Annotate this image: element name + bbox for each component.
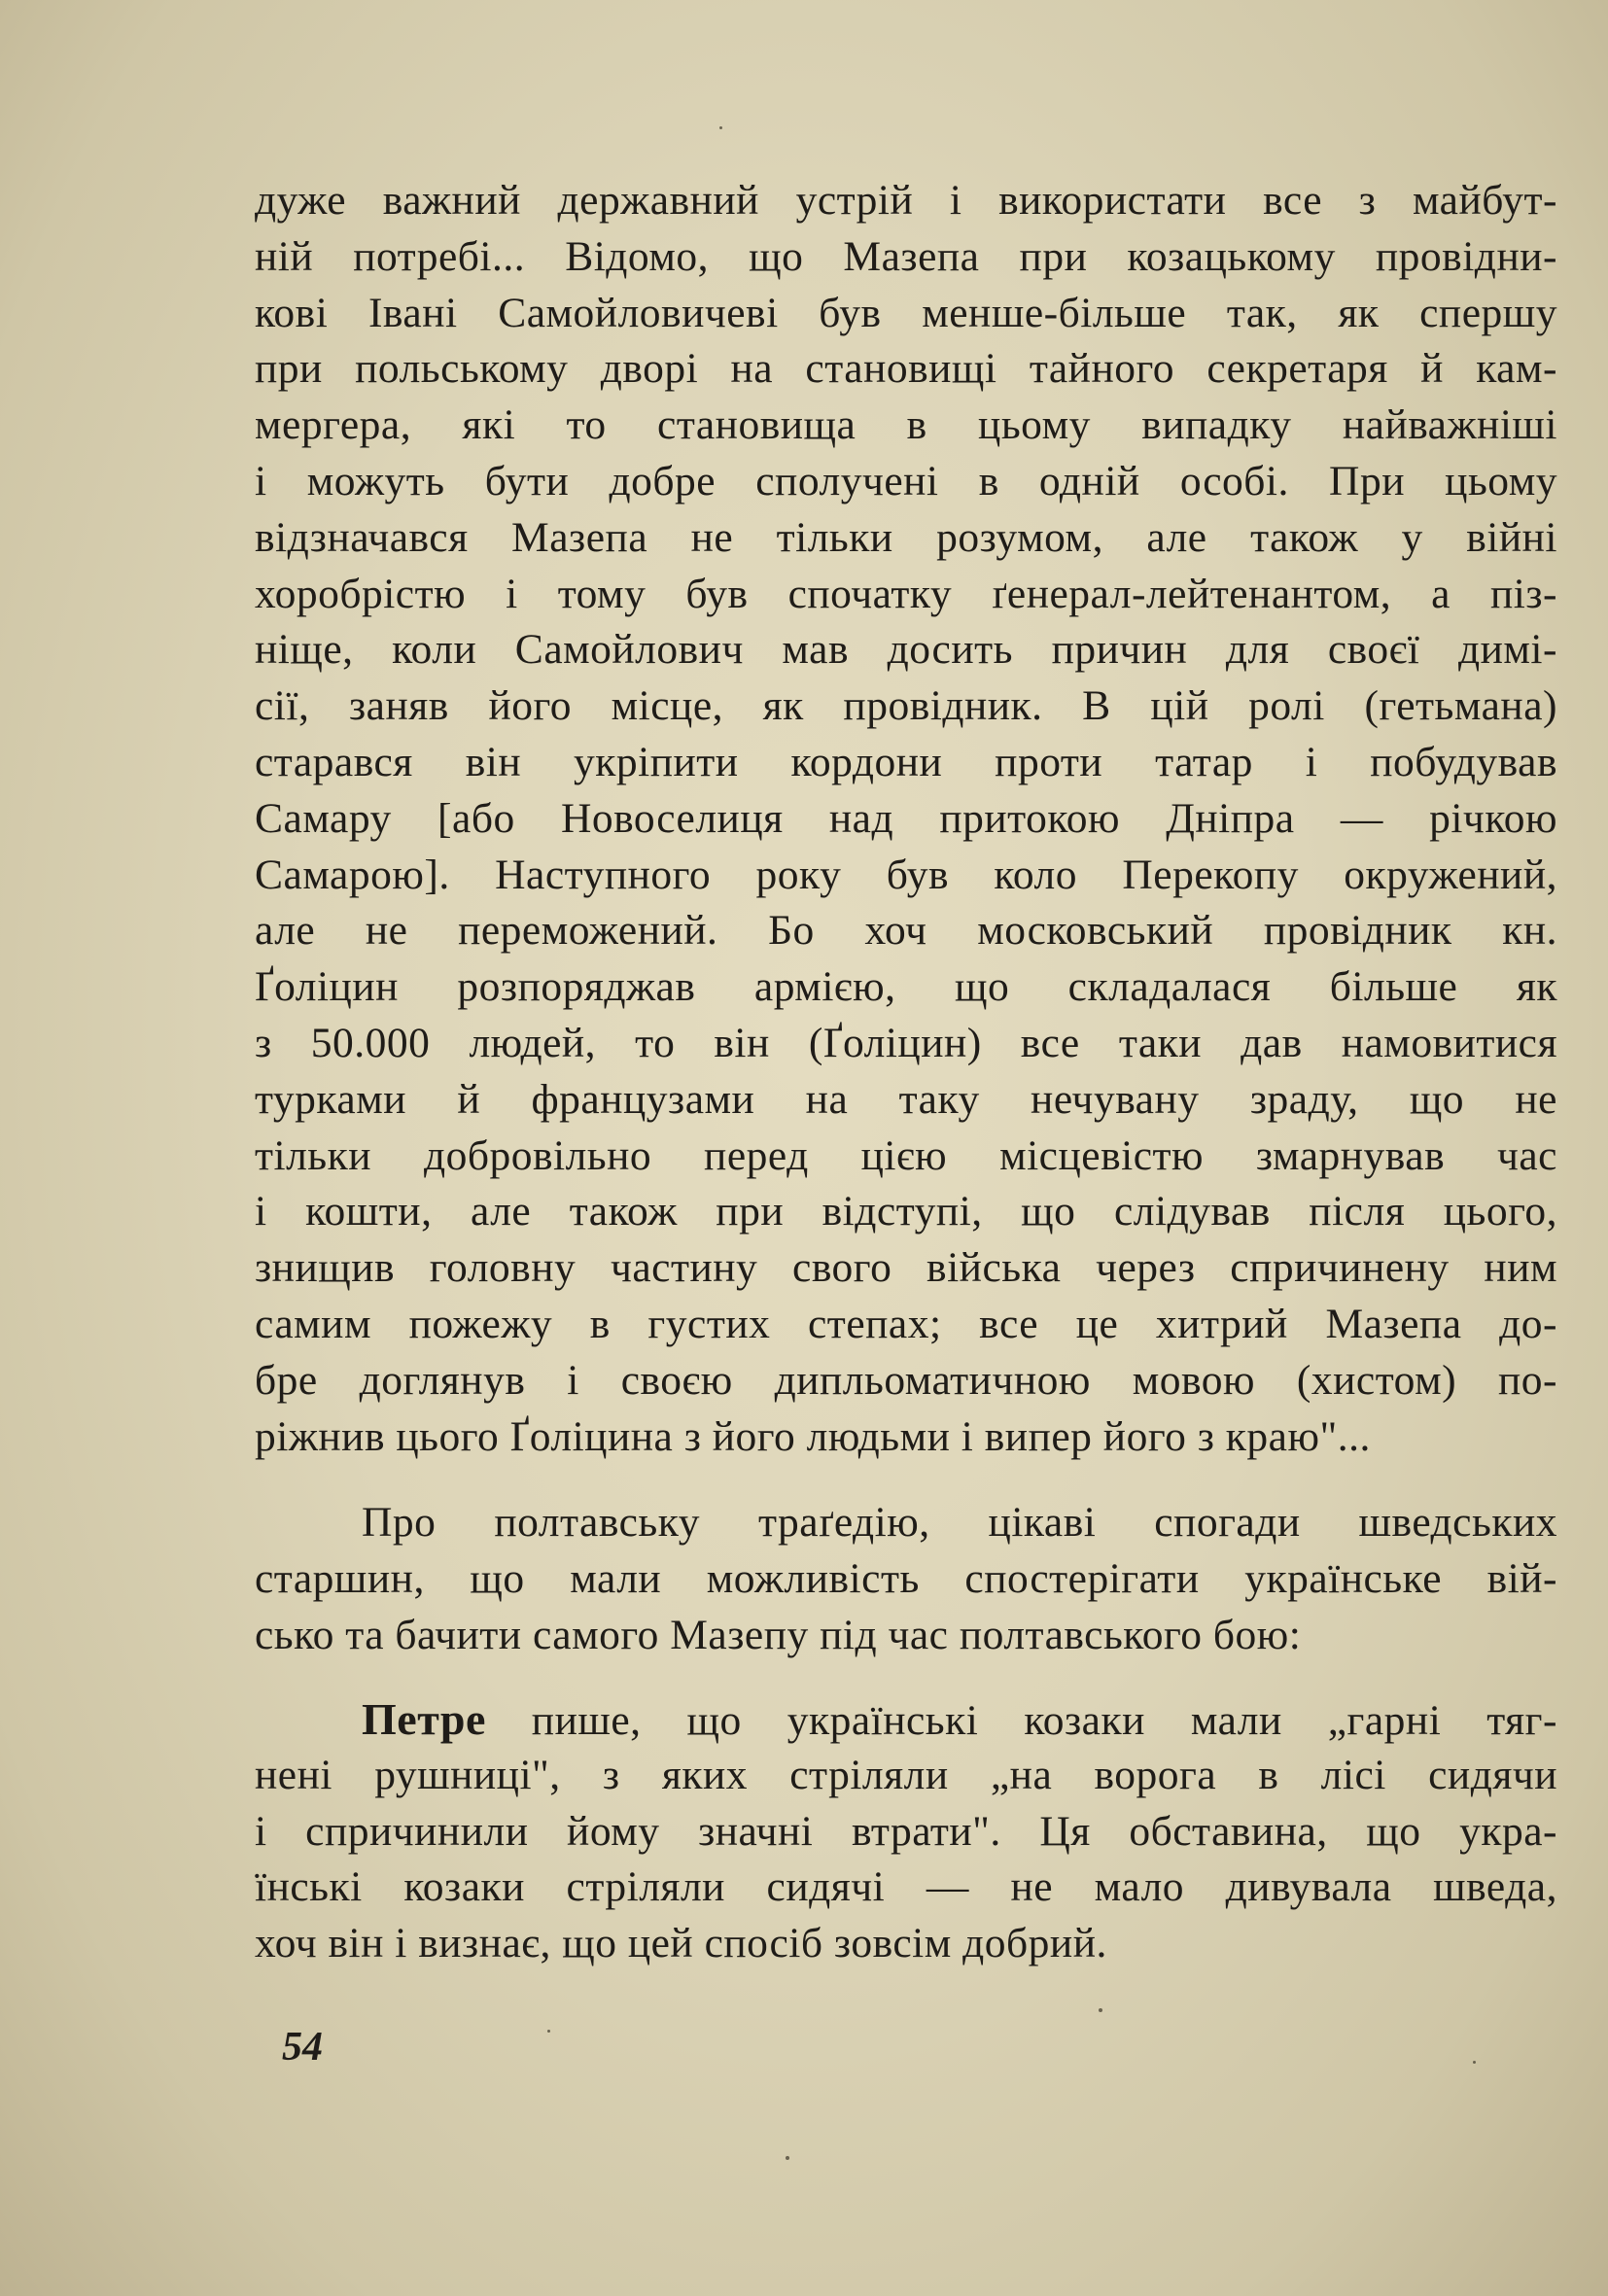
text-line: але не переможений. Бо хоч московський провідник кн. (255, 907, 1557, 955)
text-line: бре доглянув і своєю дипльоматичною мовою (хистом) по- (255, 1356, 1557, 1404)
text-line: хоробрістю і тому був спочатку ґенерал-лейтенантом, а піз- (255, 570, 1557, 617)
paragraph-3-first-line (255, 1691, 1557, 1748)
text-line: і можуть бути добре сполучені в одній особі. При цьому (255, 457, 1557, 504)
paragraph-2 (255, 1495, 1557, 1663)
text-line: тільки добровільно перед цією місцевістю змарнував час (255, 1131, 1557, 1179)
text-line: дуже важний державний устрій і використати все з майбут- (255, 177, 1557, 224)
dust-speck (786, 2156, 789, 2160)
text-line: самим пожежу в густих степах; все це хитрий Мазепа до- (255, 1300, 1557, 1347)
text-line: нені рушниці", з яких стріляли „на ворога в лісі сидячи (255, 1751, 1557, 1798)
text-line: знищив головну частину свого війська через спричинену ним (255, 1244, 1557, 1292)
paragraph-3 (255, 1691, 1557, 1972)
text-line: при польському дворі на становищі тайного секретаря й кам- (255, 345, 1557, 393)
dust-speck (1099, 2008, 1102, 2012)
text-line: відзначався Мазепа не тільки розумом, але також у війні (255, 513, 1557, 561)
text-line: старшин, що мали можливість спостерігати українське вій- (255, 1554, 1557, 1602)
text-line: ріжнив цього Ґоліцина з його людьми і випер його з краю"... (255, 1412, 1371, 1460)
dust-speck (1473, 2061, 1476, 2064)
text-line: кові Івані Самойловичеві був менше-більше так, як спершу (255, 289, 1557, 336)
text-line: мергера, які то становища в цьому випадку найважніші (255, 401, 1557, 449)
text-line: і спричинили йому значні втрати". Ця обставина, що укра- (255, 1807, 1557, 1855)
text-line: Про полтавську траґедію, цікаві спогади шведських (362, 1499, 1557, 1546)
text-line: Самарою]. Наступного року був коло Перекопу окружений, (255, 851, 1557, 898)
text-line: старався він укріпити кордони проти татар і побудував (255, 738, 1557, 785)
page-number: 54 (282, 2025, 323, 2070)
dust-speck (719, 126, 722, 129)
author-name: Петре (362, 1694, 486, 1744)
first-line-text: пише, що українські козаки мали „гарні тяг- (485, 1697, 1557, 1744)
text-line: з 50.000 людей, то він (Ґоліцин) все таки дав намовитися (255, 1019, 1557, 1066)
text-line: ніще, коли Самойлович мав досить причин для своєї димі- (255, 626, 1557, 674)
text-line: і кошти, але також при відступі, що слідував після цього, (255, 1188, 1557, 1235)
text-line: їнські козаки стріляли сидячі — не мало дивувала шведа, (255, 1863, 1557, 1911)
text-line: турками й французами на таку нечувану зраду, що не (255, 1075, 1557, 1123)
text-line: Ґоліцин розпоряджав армією, що складалася більше як (255, 963, 1557, 1011)
text-line: сько та бачити самого Мазепу під час полтавського бою: (255, 1611, 1302, 1658)
text-line: хоч він і визнає, що цей спосіб зовсім добрий. (255, 1920, 1107, 1967)
text-line: ній потребі... Відомо, що Мазепа при козацькому провідни- (255, 232, 1557, 280)
paragraph-1 (255, 173, 1557, 1465)
text-line: Самару [або Новоселиця над притокою Дніпра — річкою (255, 794, 1557, 842)
text-line: сії, заняв його місце, як провідник. В цій ролі (гетьмана) (255, 682, 1557, 730)
dust-speck (547, 2030, 550, 2033)
